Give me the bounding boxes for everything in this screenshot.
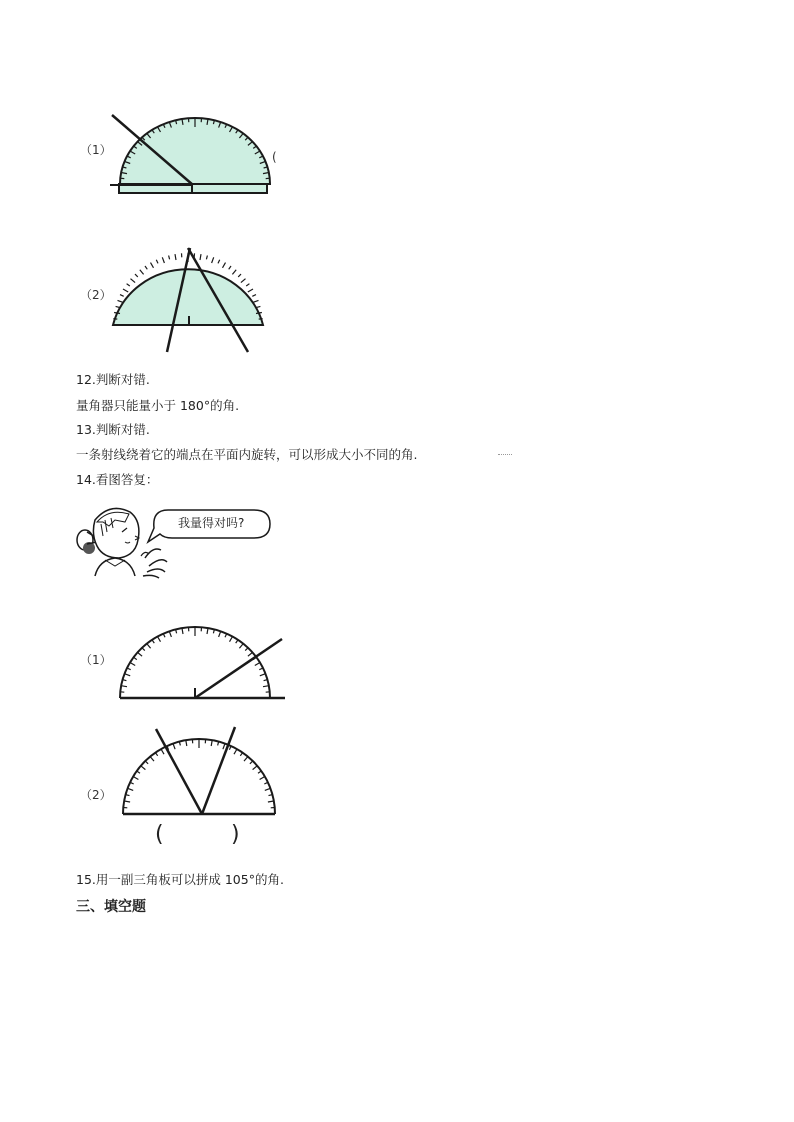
- protractor-tick: [125, 674, 131, 676]
- protractor-tick: [121, 686, 127, 687]
- protractor-tick: [211, 740, 212, 746]
- answer-paren-close: ): [231, 822, 240, 847]
- protractor-tick: [118, 300, 124, 302]
- protractor-tick: [245, 648, 248, 651]
- protractor-tick: [128, 788, 134, 790]
- answer-paren-open: (: [155, 822, 164, 847]
- protractor-tick: [155, 753, 157, 756]
- protractor-tick: [151, 263, 154, 268]
- protractor-tick: [186, 740, 187, 746]
- protractor-tick: [138, 652, 143, 656]
- q13-title: 13.判断对错.: [76, 422, 150, 437]
- protractor-tick: [207, 628, 208, 634]
- protractor-tick: [131, 279, 136, 283]
- protractor-ticks: [123, 739, 275, 814]
- protractor-tick: [206, 256, 207, 260]
- speech-bubble-text: 我量得对吗?: [178, 516, 245, 530]
- protractor-tick: [127, 668, 131, 670]
- protractor-tick: [135, 274, 138, 277]
- protractor-figure-2: [105, 248, 305, 368]
- protractor-tick: [265, 788, 271, 790]
- protractor-tick: [124, 801, 130, 802]
- protractor-tick: [152, 640, 154, 643]
- protractor-tick: [264, 680, 268, 681]
- protractor-tick: [219, 631, 221, 637]
- protractor-tick: [145, 761, 148, 764]
- protractor-tick: [260, 674, 266, 676]
- protractor-tick: [145, 266, 147, 269]
- protractor-tick: [120, 295, 124, 297]
- protractor-tick: [169, 631, 171, 637]
- protractor-tick: [229, 266, 231, 269]
- protractor-tick: [161, 749, 164, 754]
- q13-statement: 一条射线绕着它的端点在平面内旋转，可以形成大小不同的角.: [76, 447, 418, 462]
- protractor-tick: [223, 744, 225, 750]
- protractor-tick: [241, 279, 246, 283]
- protractor-tick: [163, 634, 165, 638]
- stray-dots: [498, 454, 512, 455]
- q14-protractor-figure-1: [115, 620, 315, 720]
- stray-mark: (: [272, 150, 277, 164]
- protractor-tick: [248, 289, 253, 292]
- protractor-body: [123, 739, 275, 814]
- protractor-tick: [225, 634, 227, 638]
- protractor-tick: [264, 782, 268, 784]
- protractor-tick: [246, 284, 249, 286]
- protractor-tick: [134, 657, 137, 659]
- protractor-tick: [127, 284, 130, 286]
- protractor-tick: [258, 771, 261, 773]
- q14-title: 14.看图答复：: [76, 472, 159, 487]
- q14-protractor-figure-2: [115, 724, 315, 824]
- q12-title: 12.判断对错.: [76, 372, 150, 387]
- protractor-tick: [116, 306, 120, 307]
- protractor-tick: [212, 257, 214, 263]
- item-label-2: （2）: [80, 288, 112, 302]
- protractor-tick: [130, 663, 135, 666]
- protractor-tick: [253, 766, 258, 770]
- protractor-tick: [173, 744, 175, 750]
- protractor-tick: [147, 644, 151, 649]
- q14-item-label-2: （2）: [80, 788, 112, 802]
- protractor-tick: [123, 289, 128, 292]
- q12-statement: 量角器只能量小于 180°的角.: [76, 398, 240, 413]
- protractor-tick: [130, 782, 134, 784]
- protractor-tick: [123, 680, 127, 681]
- protractor-tick: [169, 256, 170, 260]
- protractor-tick: [250, 761, 253, 764]
- protractor-tick: [141, 766, 146, 770]
- protractor-tick: [175, 254, 176, 260]
- section-heading: 三、填空题: [76, 899, 146, 915]
- protractor-tick: [263, 686, 269, 687]
- protractor-tick: [142, 648, 145, 651]
- q15-title: 15.用一副三角板可以拼成 105°的角.: [76, 872, 284, 887]
- protractor-tick: [253, 300, 259, 302]
- protractor-tick: [252, 295, 256, 297]
- protractor-tick: [238, 274, 241, 277]
- protractor-tick: [259, 668, 263, 670]
- item-label-1: （1）: [80, 143, 112, 157]
- protractor-tick: [218, 260, 220, 264]
- protractor-tick: [223, 263, 226, 268]
- protractor-tick: [156, 260, 158, 264]
- protractor-tick: [232, 270, 236, 275]
- protractor-tick: [260, 777, 265, 780]
- protractor-tick: [234, 749, 237, 754]
- protractor-tick: [162, 257, 164, 263]
- protractor-body: [120, 118, 270, 184]
- protractor-tick: [158, 637, 161, 642]
- protractor-tick: [150, 757, 154, 762]
- protractor-tick: [248, 652, 253, 656]
- protractor-tick: [200, 254, 201, 260]
- protractor-tick: [182, 628, 183, 634]
- protractor-tick: [229, 746, 231, 750]
- protractor-tick: [268, 801, 274, 802]
- protractor-tick: [236, 640, 238, 643]
- q14-item-label-1: （1）: [80, 653, 112, 667]
- protractor-tick: [244, 757, 248, 762]
- protractor-tick: [230, 637, 233, 642]
- protractor-tick: [140, 270, 144, 275]
- protractor-tick: [257, 306, 261, 307]
- protractor-tick: [240, 753, 242, 756]
- protractor-tick: [137, 771, 140, 773]
- protractor-tick: [239, 644, 243, 649]
- protractor-tick: [133, 777, 138, 780]
- protractor-tick: [255, 663, 260, 666]
